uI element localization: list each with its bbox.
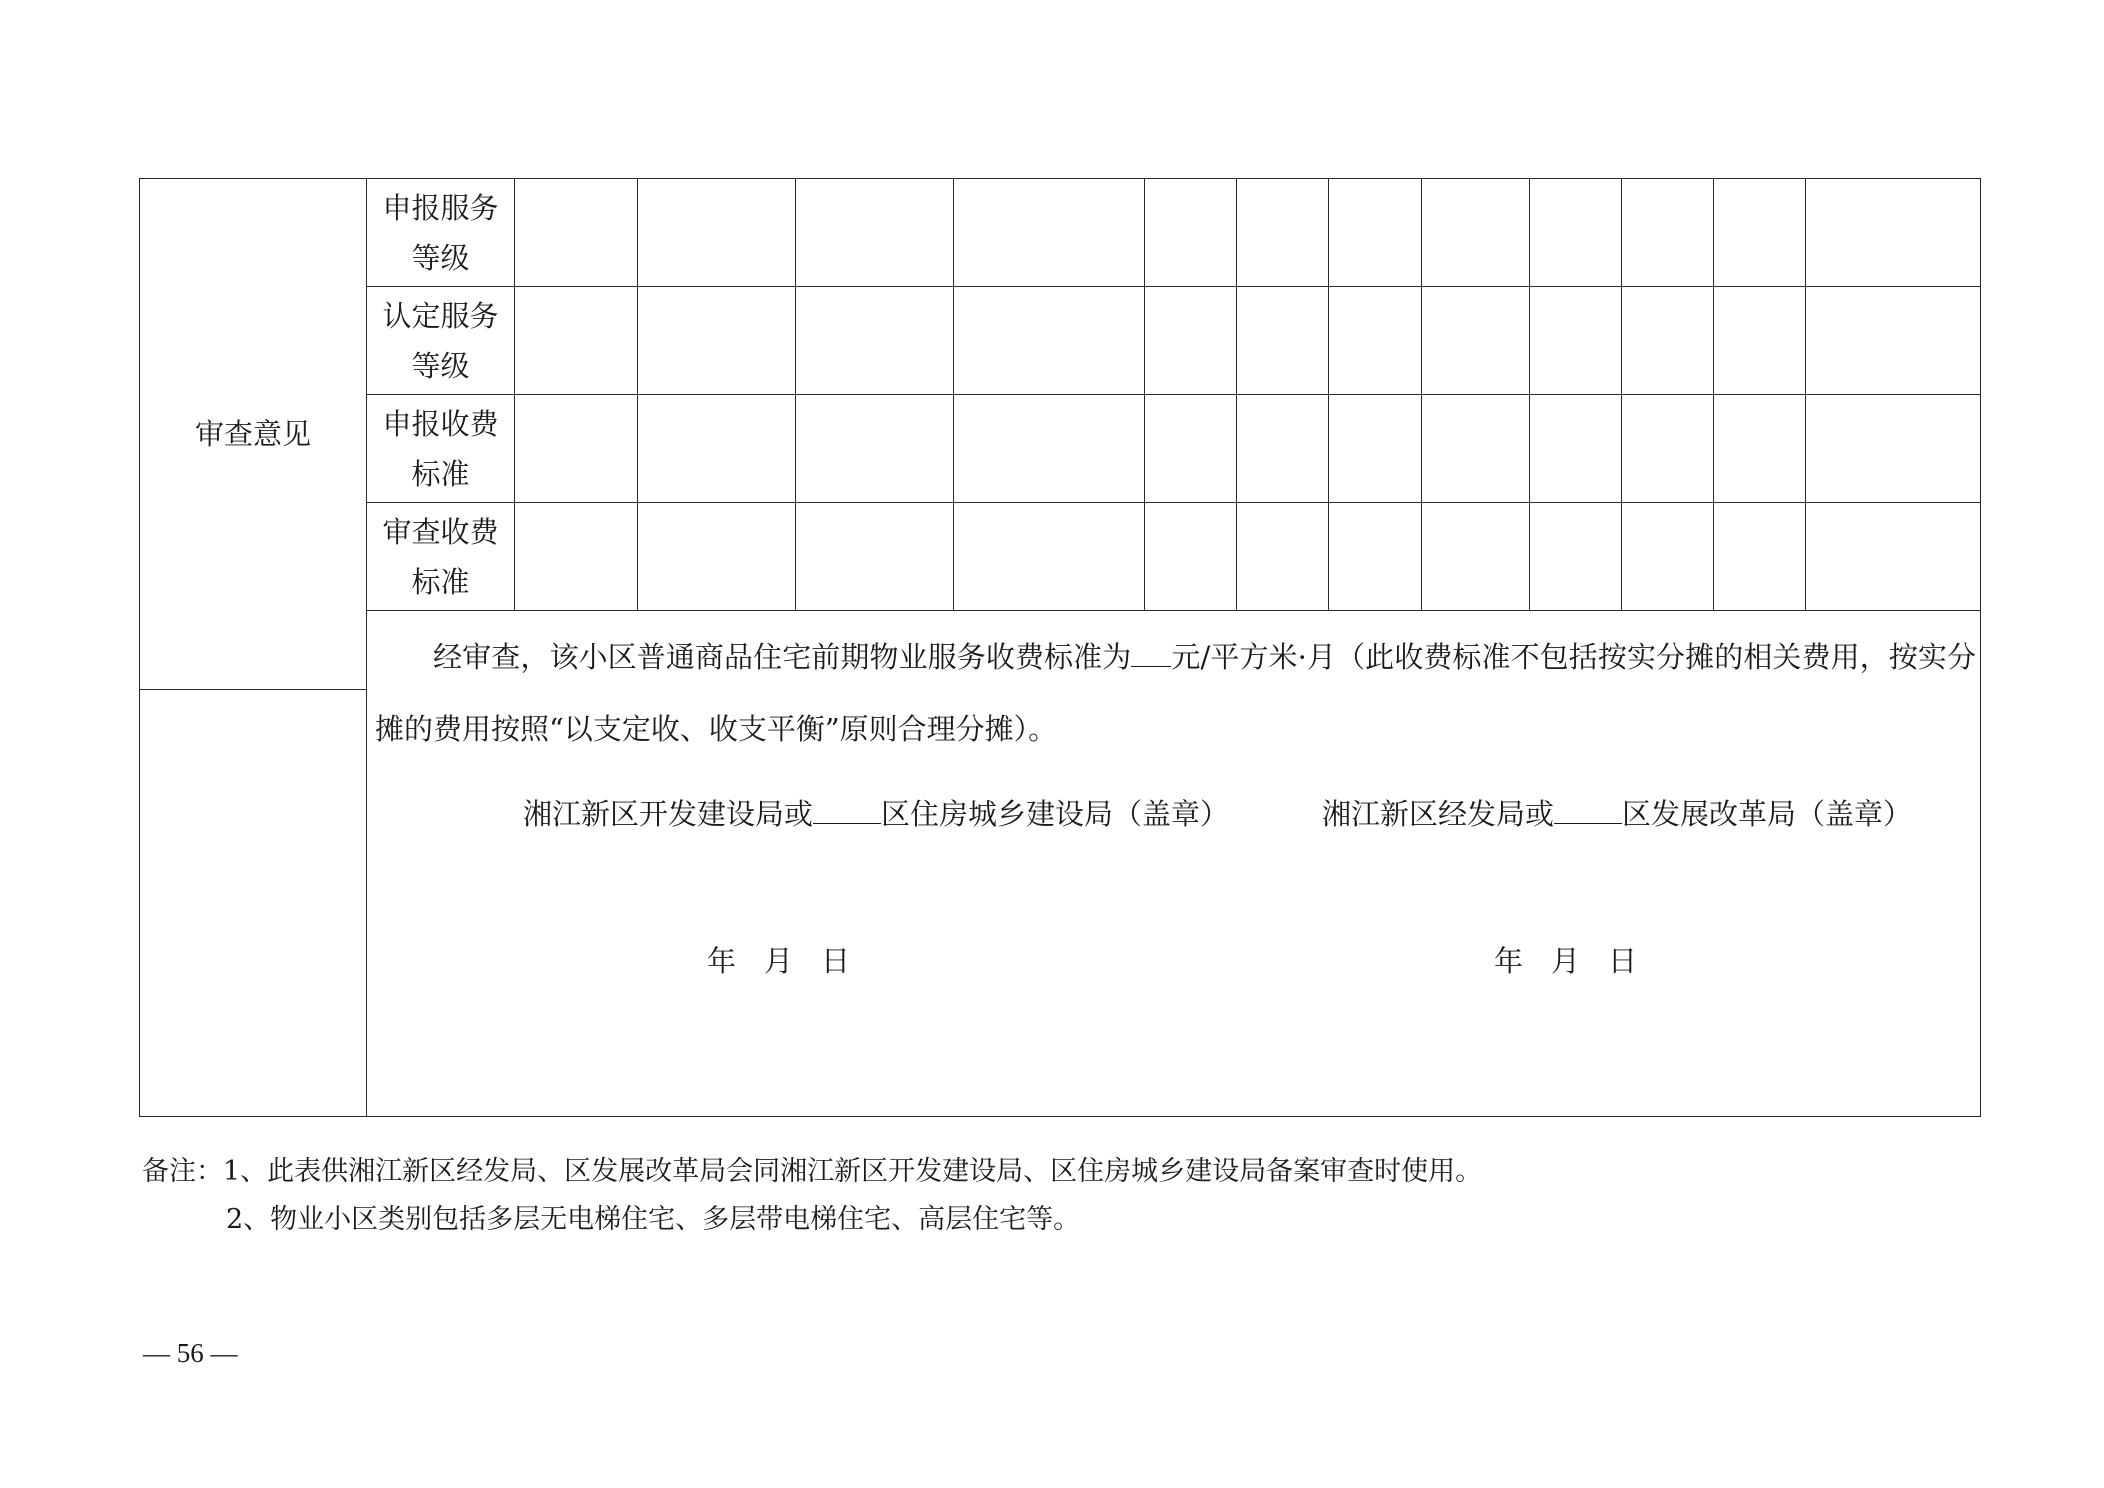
table-cell[interactable]	[515, 503, 638, 611]
conclusion-text: 经审查，该小区普通商品住宅前期物业服务收费标准为 元/平方米·月（此收费标准不包括按实分摊的相关费用，按实分摊的费用按照“以支定收、收支平衡”原则合理分摊）。	[375, 621, 1976, 765]
table-cell[interactable]	[1622, 395, 1714, 503]
table-cell[interactable]	[1714, 395, 1806, 503]
table-cell[interactable]	[638, 503, 796, 611]
table-cell[interactable]	[1714, 179, 1806, 287]
table-cell[interactable]	[1237, 503, 1329, 611]
table-cell[interactable]	[638, 395, 796, 503]
table-cell[interactable]	[1530, 395, 1622, 503]
table-cell[interactable]	[1530, 503, 1622, 611]
table-cell[interactable]	[954, 503, 1145, 611]
section-label: 审查意见	[194, 416, 311, 451]
table-cell[interactable]	[1622, 287, 1714, 395]
district-blank-left[interactable]	[813, 793, 881, 824]
table-cell[interactable]	[1714, 503, 1806, 611]
table-cell[interactable]	[1422, 287, 1530, 395]
table-cell[interactable]	[1806, 395, 1981, 503]
table-cell[interactable]	[1329, 503, 1422, 611]
table-cell[interactable]	[638, 287, 796, 395]
table-cell[interactable]	[1329, 395, 1422, 503]
table-cell[interactable]	[1237, 395, 1329, 503]
table-cell[interactable]	[1622, 503, 1714, 611]
review-section-cell	[140, 179, 367, 1117]
table-cell[interactable]	[515, 287, 638, 395]
table-row	[140, 287, 1981, 395]
table-cell[interactable]	[1806, 287, 1981, 395]
notes	[142, 1148, 1482, 1244]
table-cell[interactable]	[1622, 179, 1714, 287]
table-cell[interactable]	[954, 287, 1145, 395]
row-label-declared-service-level: 申报服务 等级	[367, 179, 515, 287]
table-cell[interactable]	[1530, 179, 1622, 287]
review-conclusion-cell	[367, 611, 1981, 1117]
table-cell[interactable]	[1714, 287, 1806, 395]
table-cell[interactable]	[954, 395, 1145, 503]
row-label-declared-fee-standard: 申报收费 标准	[367, 395, 515, 503]
table-cell[interactable]	[1237, 287, 1329, 395]
table-cell[interactable]	[515, 395, 638, 503]
table-cell[interactable]	[1806, 179, 1981, 287]
table-cell[interactable]	[1237, 179, 1329, 287]
table-cell[interactable]	[1422, 179, 1530, 287]
table-cell[interactable]	[954, 179, 1145, 287]
district-blank-right[interactable]	[1554, 793, 1622, 824]
table-cell[interactable]	[1145, 395, 1237, 503]
authority-right: 湘江新区经发局或 区发展改革局（盖章）	[1322, 789, 1912, 839]
table-row	[140, 611, 1981, 1117]
table-cell[interactable]	[1806, 503, 1981, 611]
table-cell[interactable]	[1329, 179, 1422, 287]
page-number: — 56 —	[143, 1338, 238, 1368]
table-cell[interactable]	[515, 179, 638, 287]
table-cell[interactable]	[1145, 287, 1237, 395]
note-1: 备注：1、此表供湘江新区经发局、区发展改革局会同湘江新区开发建设局、区住房城乡建设局备案审查时使用。	[142, 1156, 1483, 1187]
review-form-table	[139, 178, 1981, 1117]
table-row	[140, 503, 1981, 611]
row-label-reviewed-fee-standard: 审查收费 标准	[367, 503, 515, 611]
authority-left: 湘江新区开发建设局或 区住房城乡建设局（盖章）	[523, 789, 1229, 839]
table-cell[interactable]	[1145, 179, 1237, 287]
row-label-approved-service-level: 认定服务 等级	[367, 287, 515, 395]
table-cell[interactable]	[796, 287, 954, 395]
note-2: 2、物业小区类别包括多层无电梯住宅、多层带电梯住宅、高层住宅等。	[226, 1204, 1081, 1235]
table-cell[interactable]	[796, 395, 954, 503]
fee-blank[interactable]	[1131, 636, 1171, 667]
table-cell[interactable]	[1422, 503, 1530, 611]
date-right: 年 月 日	[1494, 944, 1638, 978]
table-cell[interactable]	[1530, 287, 1622, 395]
table-cell[interactable]	[638, 179, 796, 287]
table-cell[interactable]	[1329, 287, 1422, 395]
table-cell[interactable]	[796, 179, 954, 287]
divider	[140, 689, 366, 690]
date-left: 年 月 日	[707, 944, 851, 978]
table-cell[interactable]	[1145, 503, 1237, 611]
table-row	[140, 179, 1981, 287]
table-cell[interactable]	[796, 503, 954, 611]
table-row	[140, 395, 1981, 503]
table-cell[interactable]	[1422, 395, 1530, 503]
